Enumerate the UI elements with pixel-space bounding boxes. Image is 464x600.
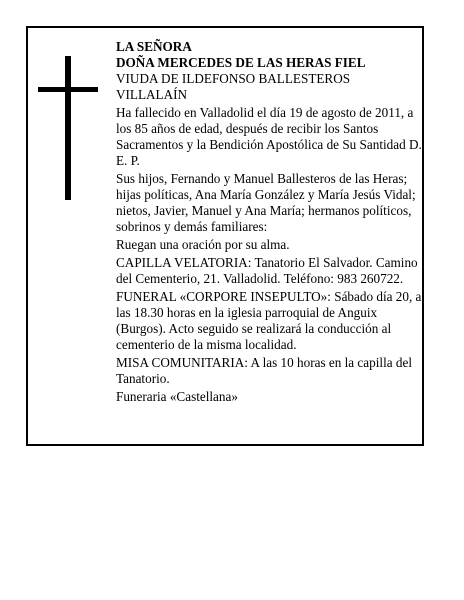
death-announcement: Ha fallecido en Valladolid el día 19 de agosto de 2011, a los 85 años de edad, después de recibir los Santos Sacramentos y la Bendición Apostólica de Su Santidad D. E. P. bbox=[116, 105, 422, 168]
obituary-notice bbox=[26, 26, 424, 446]
funeral-home: Funeraria «Castellana» bbox=[116, 389, 238, 404]
obituary-text bbox=[116, 39, 422, 405]
deceased-name: DOÑA MERCEDES DE LAS HERAS FIEL bbox=[116, 55, 366, 70]
cross-icon bbox=[38, 56, 98, 200]
cross-horizontal-bar bbox=[38, 87, 98, 92]
funeral-info: FUNERAL «CORPORE INSEPULTO»: Sábado día 20, a las 18.30 horas en la iglesia parroquial de Anguix (Burgos). Acto seguido se realizará la conducción al cementerio de la misma localidad. bbox=[116, 289, 422, 352]
family-list: Sus hijos, Fernando y Manuel Ballesteros de las Heras; hijas políticas, Ana María González y María Jesús Vidal; nietos, Javier, Manuel y Ana María; hermanos políticos, sobrinos y demás familiares: bbox=[116, 171, 416, 234]
cross-vertical-bar bbox=[65, 56, 71, 200]
widow-of-line: VIUDA DE ILDEFONSO BALLESTEROS VILLALAÍN bbox=[116, 71, 351, 102]
notice-title: LA SEÑORA bbox=[116, 39, 192, 54]
prayer-request: Ruegan una oración por su alma. bbox=[116, 237, 290, 252]
chapel-info: CAPILLA VELATORIA: Tanatorio El Salvador. Camino del Cementerio, 21. Valladolid. Teléfono: 983 260722. bbox=[116, 255, 418, 286]
mass-info: MISA COMUNITARIA: A las 10 horas en la capilla del Tanatorio. bbox=[116, 355, 412, 386]
